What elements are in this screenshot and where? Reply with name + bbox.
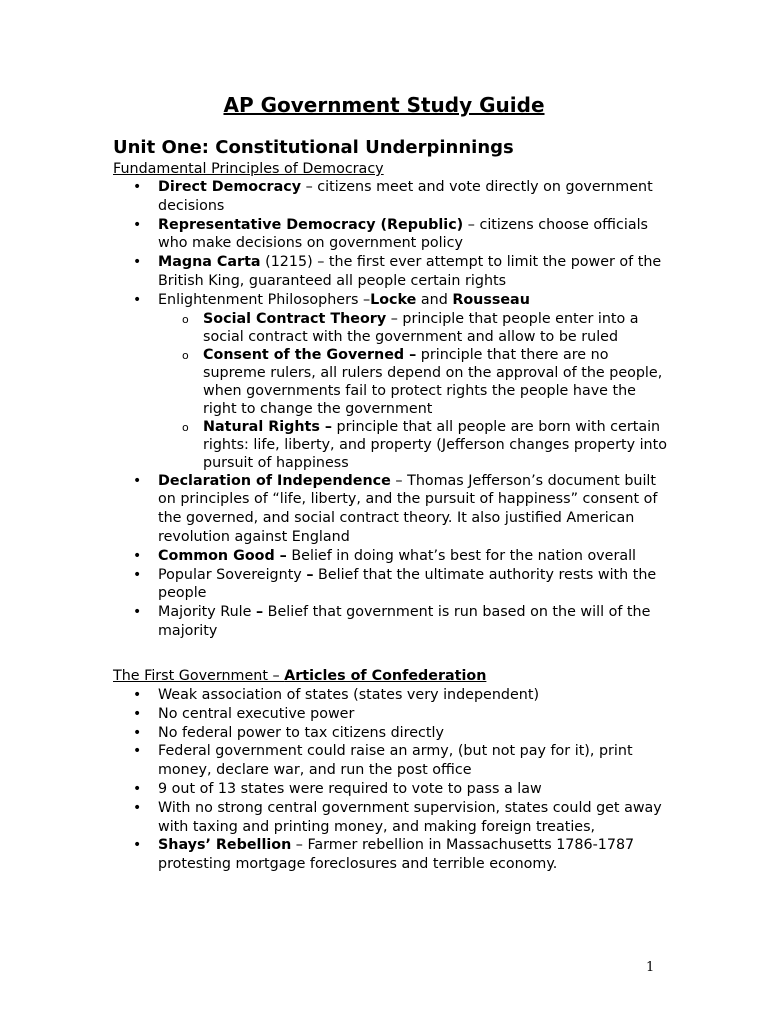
- term: Representative Democracy (Republic): [158, 216, 464, 233]
- heading-prefix: The First Government –: [113, 668, 285, 684]
- definition: Popular Sovereignty: [158, 566, 307, 583]
- bullet-icon: •: [133, 566, 142, 583]
- term: Common Good –: [158, 547, 287, 564]
- term: –: [255, 604, 264, 621]
- bullet-icon: •: [133, 472, 142, 489]
- section-heading-principles: Fundamental Principles of Democracy: [113, 161, 384, 177]
- definition: With no strong central government supervision, states could get away with taxing and printing money, and making foreign treaties,: [158, 799, 662, 835]
- definition: – Farmer rebellion in Massachusetts 1786-1787 protesting mortgage foreclosures and terrible economy.: [158, 837, 635, 873]
- list-item: [113, 836, 673, 874]
- bullet-icon: •: [133, 291, 142, 308]
- definition: Belief that the ultimate authority rests with the people: [158, 566, 657, 602]
- circle-bullet-icon: o: [182, 420, 189, 434]
- term: Consent of the Governed –: [203, 346, 417, 363]
- definition: – citizens choose officials who make decisions on government policy: [158, 216, 649, 252]
- definition: Weak association of states (states very independent): [158, 687, 540, 703]
- definition: No central executive power: [158, 705, 355, 722]
- list-item: [113, 705, 673, 724]
- bullet-icon: •: [133, 743, 142, 760]
- bullet-icon: •: [133, 604, 142, 621]
- definition: No federal power to tax citizens directly: [158, 724, 444, 741]
- term: Magna Carta: [158, 254, 261, 271]
- bullet-icon: •: [133, 705, 142, 722]
- principles-list: [113, 178, 673, 641]
- document-title: AP Government Study Guide: [223, 93, 545, 117]
- bullet-icon: •: [133, 179, 142, 195]
- circle-bullet-icon: o: [182, 348, 189, 362]
- list-item: [113, 799, 673, 837]
- definition: Majority Rule: [158, 604, 256, 621]
- term: Rousseau: [452, 291, 530, 308]
- bullet-icon: •: [133, 547, 142, 564]
- page-number: 1: [646, 960, 655, 975]
- bullet-icon: •: [133, 687, 142, 703]
- term: Locke: [370, 291, 417, 308]
- list-item: [113, 291, 673, 472]
- bullet-icon: •: [133, 780, 142, 797]
- bullet-icon: •: [133, 216, 142, 233]
- term: Natural Rights –: [203, 418, 332, 435]
- definition: – principle that people enter into a social contract with the government and allow to be ruled: [203, 310, 639, 345]
- definition: principle that there are no supreme rulers, all rulers depend on the approval of the people, when governments fail to protect rights the people have the right to change the government: [203, 346, 663, 417]
- list-item: [113, 178, 673, 216]
- list-item: [113, 216, 673, 254]
- term: Direct Democracy: [158, 179, 302, 195]
- sub-list-item: [158, 418, 673, 472]
- bullet-icon: •: [133, 837, 142, 854]
- term: Declaration of Independence: [158, 472, 391, 489]
- heading-term: Articles of Confederation: [284, 668, 487, 684]
- definition: Belief that government is run based on the will of the majority: [158, 604, 651, 639]
- definition: Belief in doing what’s best for the nation overall: [286, 547, 637, 564]
- list-item: [113, 253, 673, 291]
- term: –: [306, 566, 314, 583]
- list-item: [113, 686, 673, 705]
- definition: (1215) – the first ever attempt to limit the power of the British King, guaranteed all people certain rights: [158, 254, 662, 289]
- bullet-icon: •: [133, 799, 142, 816]
- term: Social Contract Theory: [203, 310, 387, 327]
- section-heading-articles: [113, 667, 486, 685]
- definition: Federal government could raise an army, (but not pay for it), print money, declare war, and run the post office: [158, 743, 633, 779]
- list-item: [113, 724, 673, 743]
- unit-heading: Unit One: Constitutional Underpinnings: [113, 137, 514, 158]
- list-item: [113, 547, 673, 566]
- list-item: [113, 603, 673, 641]
- definition: and: [416, 291, 453, 308]
- definition: 9 out of 13 states were required to vote to pass a law: [158, 780, 542, 797]
- list-item: [113, 780, 673, 799]
- list-item: [113, 566, 673, 604]
- definition: Enlightenment Philosophers –: [158, 291, 371, 308]
- definition: principle that all people are born with certain rights: life, liberty, and property (Jefferson changes property into pursuit of happiness: [203, 418, 667, 471]
- definition: – Thomas Jefferson’s document built on principles of “life, liberty, and the pursuit of happiness” consent of the governed, and social contract theory. It also justified American revolution against England: [158, 472, 658, 545]
- definition: – citizens meet and vote directly on government decisions: [158, 179, 653, 214]
- term: Shays’ Rebellion: [158, 837, 292, 854]
- articles-list: [113, 686, 673, 874]
- bullet-icon: •: [133, 254, 142, 271]
- philosophy-sublist: [158, 310, 673, 472]
- bullet-icon: •: [133, 724, 142, 741]
- list-item: [113, 742, 673, 780]
- sub-list-item: [158, 346, 673, 418]
- circle-bullet-icon: o: [182, 312, 189, 326]
- sub-list-item: [158, 310, 673, 346]
- list-item: [113, 472, 673, 547]
